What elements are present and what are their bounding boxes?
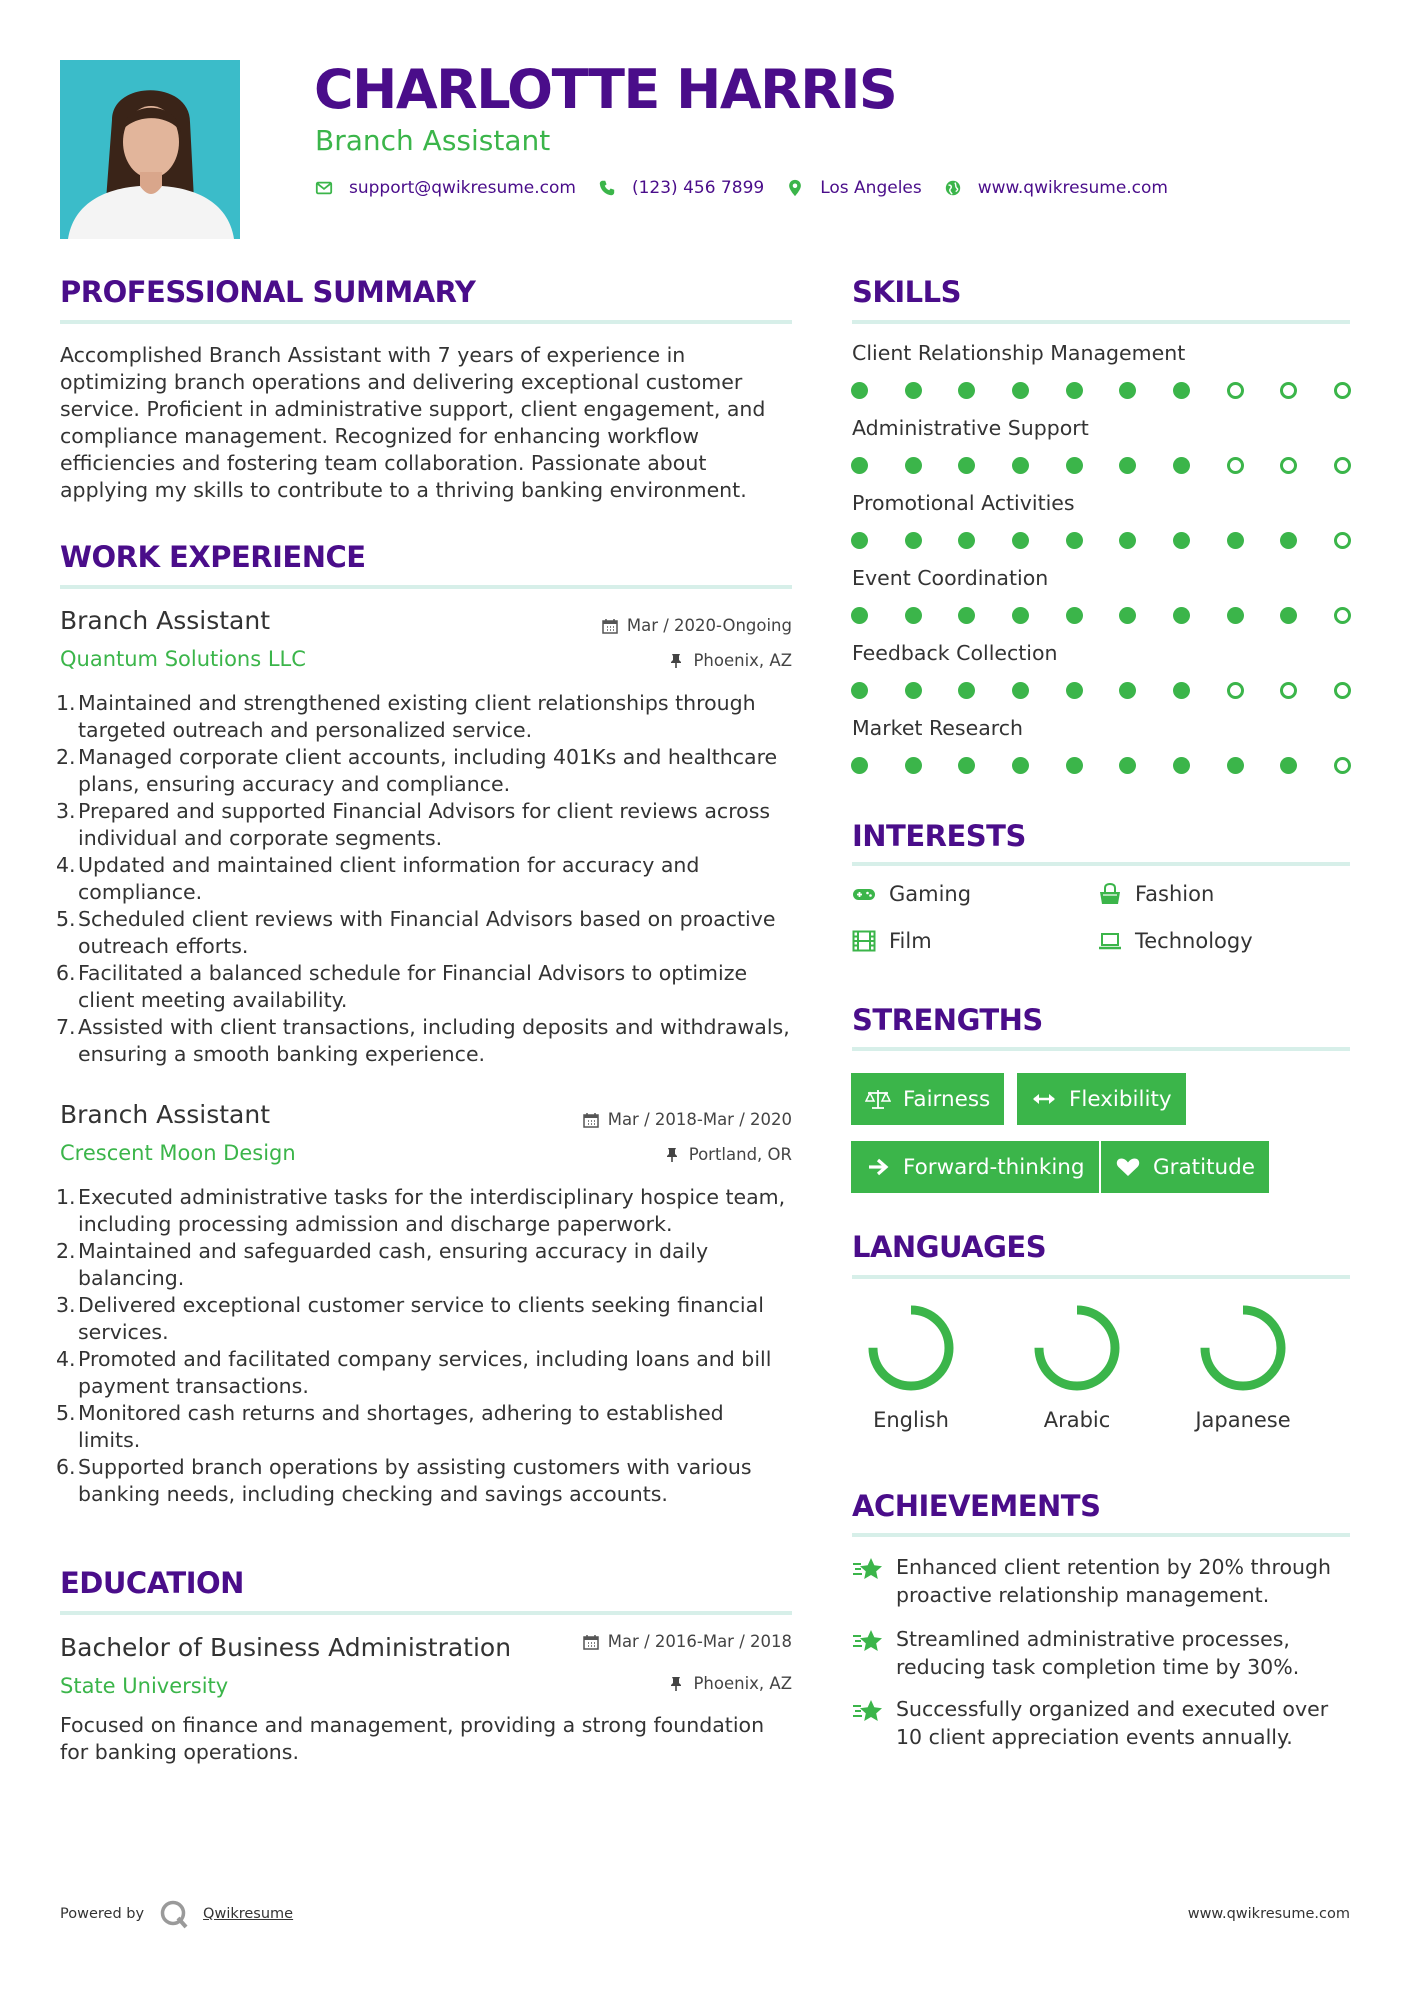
list-item: 2. Managed corporate client accounts, including 401Ks and healthcare plans, ensuring accuracy and compliance.	[56, 745, 778, 796]
star-icon	[852, 1555, 884, 1585]
rating-dot-filled	[958, 757, 975, 774]
bullet-text: Assisted with client transactions, including deposits and withdrawals, ensuring a smooth banking experience.	[78, 1015, 790, 1066]
footer-website[interactable]: www.qwikresume.com	[1187, 1906, 1350, 1922]
education-description: Focused on finance and management, providing a strong foundation for banking operations.	[60, 1713, 765, 1764]
summary-divider	[60, 320, 792, 324]
rating-dot-filled	[905, 757, 922, 774]
rating-dot-empty	[1280, 382, 1297, 399]
rating-dot-filled	[1066, 457, 1083, 474]
rating-dot-filled	[905, 607, 922, 624]
job-dates	[492, 1110, 792, 1129]
list-item: 4. Updated and maintained client information for accuracy and compliance.	[56, 853, 700, 904]
skill-name: Client Relationship Management	[852, 341, 1186, 365]
skill-name: Promotional Activities	[852, 491, 1075, 515]
rating-dot-empty	[1334, 532, 1351, 549]
rating-dot-filled	[905, 382, 922, 399]
contact-bar	[315, 178, 1190, 198]
skill-rating	[851, 680, 1351, 700]
language-item	[841, 1302, 981, 1432]
list-item: 1. Executed administrative tasks for the interdisciplinary hospice team, including processing admission and discharge paperwork.	[56, 1185, 786, 1236]
balance-scale-icon	[865, 1088, 891, 1110]
list-item: 2. Maintained and safeguarded cash, ensuring accuracy in daily balancing.	[56, 1239, 709, 1290]
phone-text: (123) 456 7899	[631, 178, 765, 198]
interest-label: Film	[889, 929, 932, 953]
language-name: Japanese	[1195, 1408, 1291, 1432]
rating-dot-filled	[1012, 532, 1029, 549]
arrow-right-icon	[865, 1156, 891, 1178]
language-item	[1173, 1302, 1313, 1432]
heart-icon	[1115, 1156, 1141, 1178]
rating-dot-empty	[1334, 682, 1351, 699]
strength-label: Flexibility	[1069, 1086, 1172, 1112]
rating-dot-filled	[1280, 757, 1297, 774]
rating-dot-filled	[958, 382, 975, 399]
phone-icon	[598, 179, 616, 197]
rating-dot-filled	[1227, 532, 1244, 549]
interest-item	[852, 929, 932, 953]
calendar-icon	[583, 1112, 599, 1128]
rating-dot-filled	[905, 532, 922, 549]
rating-dot-empty	[1334, 457, 1351, 474]
email-text: support@qwikresume.com	[349, 178, 576, 198]
interests-heading: INTERESTS	[852, 819, 1026, 853]
rating-dot-filled	[1066, 382, 1083, 399]
job-bullets	[56, 690, 792, 1068]
strength-label: Gratitude	[1153, 1154, 1256, 1180]
language-level-ring	[865, 1302, 957, 1394]
location-text: Portland, OR	[688, 1145, 792, 1164]
footer-powered-by	[60, 1899, 293, 1929]
list-item: 1. Maintained and strengthened existing client relationships through targeted outreach and personalized service.	[56, 691, 756, 742]
interest-label: Fashion	[1135, 882, 1215, 906]
rating-dot-filled	[851, 682, 868, 699]
company-name: Crescent Moon Design	[60, 1141, 296, 1165]
interest-label: Gaming	[889, 882, 972, 906]
rating-dot-filled	[1066, 682, 1083, 699]
language-level-arc	[873, 1310, 949, 1386]
rating-dot-filled	[1012, 457, 1029, 474]
arrows-horizontal-icon	[1031, 1088, 1057, 1110]
calendar-icon	[602, 618, 618, 634]
portrait-image	[60, 60, 240, 239]
bullet-text: Facilitated a balanced schedule for Financial Advisors to optimize client meeting availability.	[78, 961, 748, 1012]
education-dates	[492, 1632, 792, 1651]
languages-heading: LANGUAGES	[852, 1230, 1047, 1264]
rating-dot-filled	[851, 607, 868, 624]
language-item	[1007, 1302, 1147, 1432]
skill-name: Feedback Collection	[852, 641, 1058, 665]
bullet-text: Managed corporate client accounts, including 401Ks and healthcare plans, ensuring accuracy and compliance.	[78, 745, 778, 796]
dates-text: Mar / 2020-Ongoing	[626, 616, 792, 635]
school-name: State University	[60, 1674, 229, 1698]
rating-dot-filled	[1227, 757, 1244, 774]
achievement-text: Streamlined administrative processes, reducing task completion time by 30%.	[896, 1627, 1300, 1679]
rating-dot-filled	[1012, 382, 1029, 399]
rating-dot-empty	[1227, 682, 1244, 699]
laptop-icon	[1098, 929, 1122, 953]
achievement-item	[852, 1695, 1352, 1751]
job-bullets	[56, 1184, 792, 1508]
pushpin-icon	[668, 1676, 684, 1692]
skill-rating	[851, 380, 1351, 400]
achievements-heading: ACHIEVEMENTS	[852, 1489, 1101, 1523]
job-dates	[492, 616, 792, 635]
bullet-text: Supported branch operations by assisting customers with various banking needs, including checking and savings accounts.	[78, 1455, 752, 1506]
rating-dot-filled	[958, 682, 975, 699]
contact-phone[interactable]	[598, 178, 764, 198]
language-level-ring	[1031, 1302, 1123, 1394]
rating-dot-filled	[1119, 532, 1136, 549]
qwikresume-logo-icon	[159, 1899, 189, 1929]
powered-by-text: Powered by	[60, 1906, 145, 1922]
list-item: 3. Delivered exceptional customer service to clients seeking financial services.	[56, 1293, 764, 1344]
skill-rating	[851, 455, 1351, 475]
contact-location	[786, 178, 922, 198]
achievement-item	[852, 1625, 1352, 1681]
location-text: Phoenix, AZ	[693, 651, 792, 670]
achievement-item	[852, 1553, 1352, 1609]
bullet-text: Maintained and safeguarded cash, ensuring accuracy in daily balancing.	[78, 1239, 709, 1290]
candidate-title: Branch Assistant	[315, 124, 551, 157]
map-marker-icon	[786, 179, 804, 197]
rating-dot-filled	[851, 382, 868, 399]
shopping-bag-icon	[1098, 882, 1122, 906]
bullet-text: Maintained and strengthened existing client relationships through targeted outreach and personalized service.	[78, 691, 756, 742]
experience-heading: WORK EXPERIENCE	[60, 540, 366, 574]
interest-item	[1098, 929, 1253, 953]
list-item: 4. Promoted and facilitated company services, including loans and bill payment transactions.	[56, 1347, 772, 1398]
language-level-ring	[1197, 1302, 1289, 1394]
language-level-arc	[1205, 1310, 1281, 1386]
bullet-text: Prepared and supported Financial Advisors for client reviews across individual and corporate segments.	[78, 799, 771, 850]
skill-name: Market Research	[852, 716, 1024, 740]
strength-label: Fairness	[903, 1086, 991, 1112]
rating-dot-filled	[1227, 607, 1244, 624]
rating-dot-filled	[1173, 532, 1190, 549]
star-icon	[852, 1627, 884, 1657]
summary-heading: PROFESSIONAL SUMMARY	[60, 275, 476, 309]
dates-text: Mar / 2018-Mar / 2020	[607, 1110, 792, 1129]
language-name: English	[873, 1408, 949, 1432]
strength-badge	[851, 1141, 1099, 1193]
strength-label: Forward-thinking	[903, 1154, 1085, 1180]
summary-text: Accomplished Branch Assistant with 7 years of experience in optimizing branch operations and delivering exceptional customer service. Proficient in administrative support, client engagement, and compliance management. Recognized for enhancing workflow efficiencies and fostering team collaboration. Passionate about applying my skills to contribute to a thriving banking environment.	[60, 343, 766, 502]
rating-dot-filled	[1173, 682, 1190, 699]
rating-dot-filled	[1280, 607, 1297, 624]
location-text: Los Angeles	[820, 178, 922, 198]
rating-dot-filled	[1173, 607, 1190, 624]
contact-website[interactable]	[944, 178, 1168, 198]
calendar-icon	[583, 1634, 599, 1650]
language-level-arc	[1039, 1310, 1115, 1386]
rating-dot-empty	[1334, 607, 1351, 624]
pushpin-icon	[668, 653, 684, 669]
rating-dot-filled	[1173, 457, 1190, 474]
achievement-text: Enhanced client retention by 20% through proactive relationship management.	[896, 1555, 1332, 1607]
skill-name: Event Coordination	[852, 566, 1049, 590]
strength-badge	[1017, 1073, 1186, 1125]
star-icon	[852, 1697, 884, 1727]
interest-label: Technology	[1135, 929, 1253, 953]
job-title: Branch Assistant	[60, 1100, 271, 1129]
bullet-text: Executed administrative tasks for the interdisciplinary hospice team, including processing admission and discharge paperwork.	[78, 1185, 786, 1236]
rating-dot-empty	[1334, 757, 1351, 774]
bullet-text: Scheduled client reviews with Financial Advisors based on proactive outreach efforts.	[78, 907, 776, 958]
experience-divider	[60, 585, 792, 589]
candidate-name: CHARLOTTE HARRIS	[314, 58, 897, 121]
strength-badge	[1101, 1141, 1269, 1193]
list-item: 6. Supported branch operations by assisting customers with various banking needs, including checking and savings accounts.	[56, 1455, 752, 1506]
rating-dot-filled	[1119, 607, 1136, 624]
rating-dot-filled	[958, 607, 975, 624]
profile-photo	[60, 60, 240, 239]
rating-dot-filled	[958, 457, 975, 474]
location-text: Phoenix, AZ	[693, 1674, 792, 1693]
job-title: Branch Assistant	[60, 606, 271, 635]
list-item: 3. Prepared and supported Financial Advisors for client reviews across individual and corporate segments.	[56, 799, 771, 850]
list-item: 7. Assisted with client transactions, including deposits and withdrawals, ensuring a smooth banking experience.	[56, 1015, 790, 1066]
language-name: Arabic	[1043, 1408, 1111, 1432]
education-location	[492, 1674, 792, 1693]
envelope-icon	[315, 179, 333, 197]
skills-heading: SKILLS	[852, 275, 961, 309]
bullet-text: Monitored cash returns and shortages, adhering to established limits.	[78, 1401, 724, 1452]
rating-dot-filled	[1119, 457, 1136, 474]
qwikresume-link[interactable]: Qwikresume	[203, 1906, 294, 1922]
rating-dot-filled	[851, 532, 868, 549]
strengths-divider	[852, 1047, 1350, 1051]
rating-dot-empty	[1227, 382, 1244, 399]
rating-dot-filled	[905, 682, 922, 699]
rating-dot-filled	[1012, 607, 1029, 624]
rating-dot-filled	[1066, 532, 1083, 549]
list-item: 5. Scheduled client reviews with Financial Advisors based on proactive outreach efforts.	[56, 907, 776, 958]
pushpin-icon	[664, 1147, 680, 1163]
film-icon	[852, 929, 876, 953]
rating-dot-filled	[1280, 532, 1297, 549]
list-item: 6. Facilitated a balanced schedule for Financial Advisors to optimize client meeting availability.	[56, 961, 748, 1012]
bullet-text: Promoted and facilitated company services, including loans and bill payment transactions.	[78, 1347, 772, 1398]
education-heading: EDUCATION	[60, 1566, 244, 1600]
rating-dot-filled	[1066, 607, 1083, 624]
achievements-divider	[852, 1533, 1350, 1537]
skill-rating	[851, 755, 1351, 775]
skill-name: Administrative Support	[852, 416, 1089, 440]
bullet-text: Delivered exceptional customer service to clients seeking financial services.	[78, 1293, 764, 1344]
rating-dot-filled	[1119, 682, 1136, 699]
skill-rating	[851, 605, 1351, 625]
skill-rating	[851, 530, 1351, 550]
interest-item	[852, 882, 971, 906]
rating-dot-empty	[1227, 457, 1244, 474]
degree-title: Bachelor of Business Administration	[60, 1633, 512, 1662]
rating-dot-empty	[1280, 457, 1297, 474]
achievement-text: Successfully organized and executed over 10 client appreciation events annually.	[896, 1697, 1329, 1749]
list-item: 5. Monitored cash returns and shortages, adhering to established limits.	[56, 1401, 724, 1452]
rating-dot-empty	[1280, 682, 1297, 699]
rating-dot-filled	[1066, 757, 1083, 774]
dates-text: Mar / 2016-Mar / 2018	[607, 1632, 792, 1651]
interest-item	[1098, 882, 1214, 906]
skills-divider	[852, 320, 1350, 324]
rating-dot-filled	[1012, 757, 1029, 774]
rating-dot-filled	[1119, 382, 1136, 399]
rating-dot-filled	[905, 457, 922, 474]
job-location	[492, 1145, 792, 1164]
contact-email[interactable]	[315, 178, 576, 198]
rating-dot-empty	[1334, 382, 1351, 399]
interests-divider	[852, 862, 1350, 866]
website-text: www.qwikresume.com	[977, 178, 1168, 198]
rating-dot-filled	[851, 757, 868, 774]
rating-dot-filled	[1173, 757, 1190, 774]
rating-dot-filled	[1173, 382, 1190, 399]
education-divider	[60, 1611, 792, 1615]
rating-dot-filled	[1012, 682, 1029, 699]
bullet-text: Updated and maintained client information for accuracy and compliance.	[78, 853, 700, 904]
job-location	[492, 651, 792, 670]
rating-dot-filled	[851, 457, 868, 474]
globe-icon	[944, 179, 962, 197]
rating-dot-filled	[1119, 757, 1136, 774]
strengths-heading: STRENGTHS	[852, 1003, 1043, 1037]
strength-badge	[851, 1073, 1004, 1125]
gamepad-icon	[852, 882, 876, 906]
rating-dot-filled	[958, 532, 975, 549]
languages-divider	[852, 1275, 1350, 1279]
company-name: Quantum Solutions LLC	[60, 647, 306, 671]
